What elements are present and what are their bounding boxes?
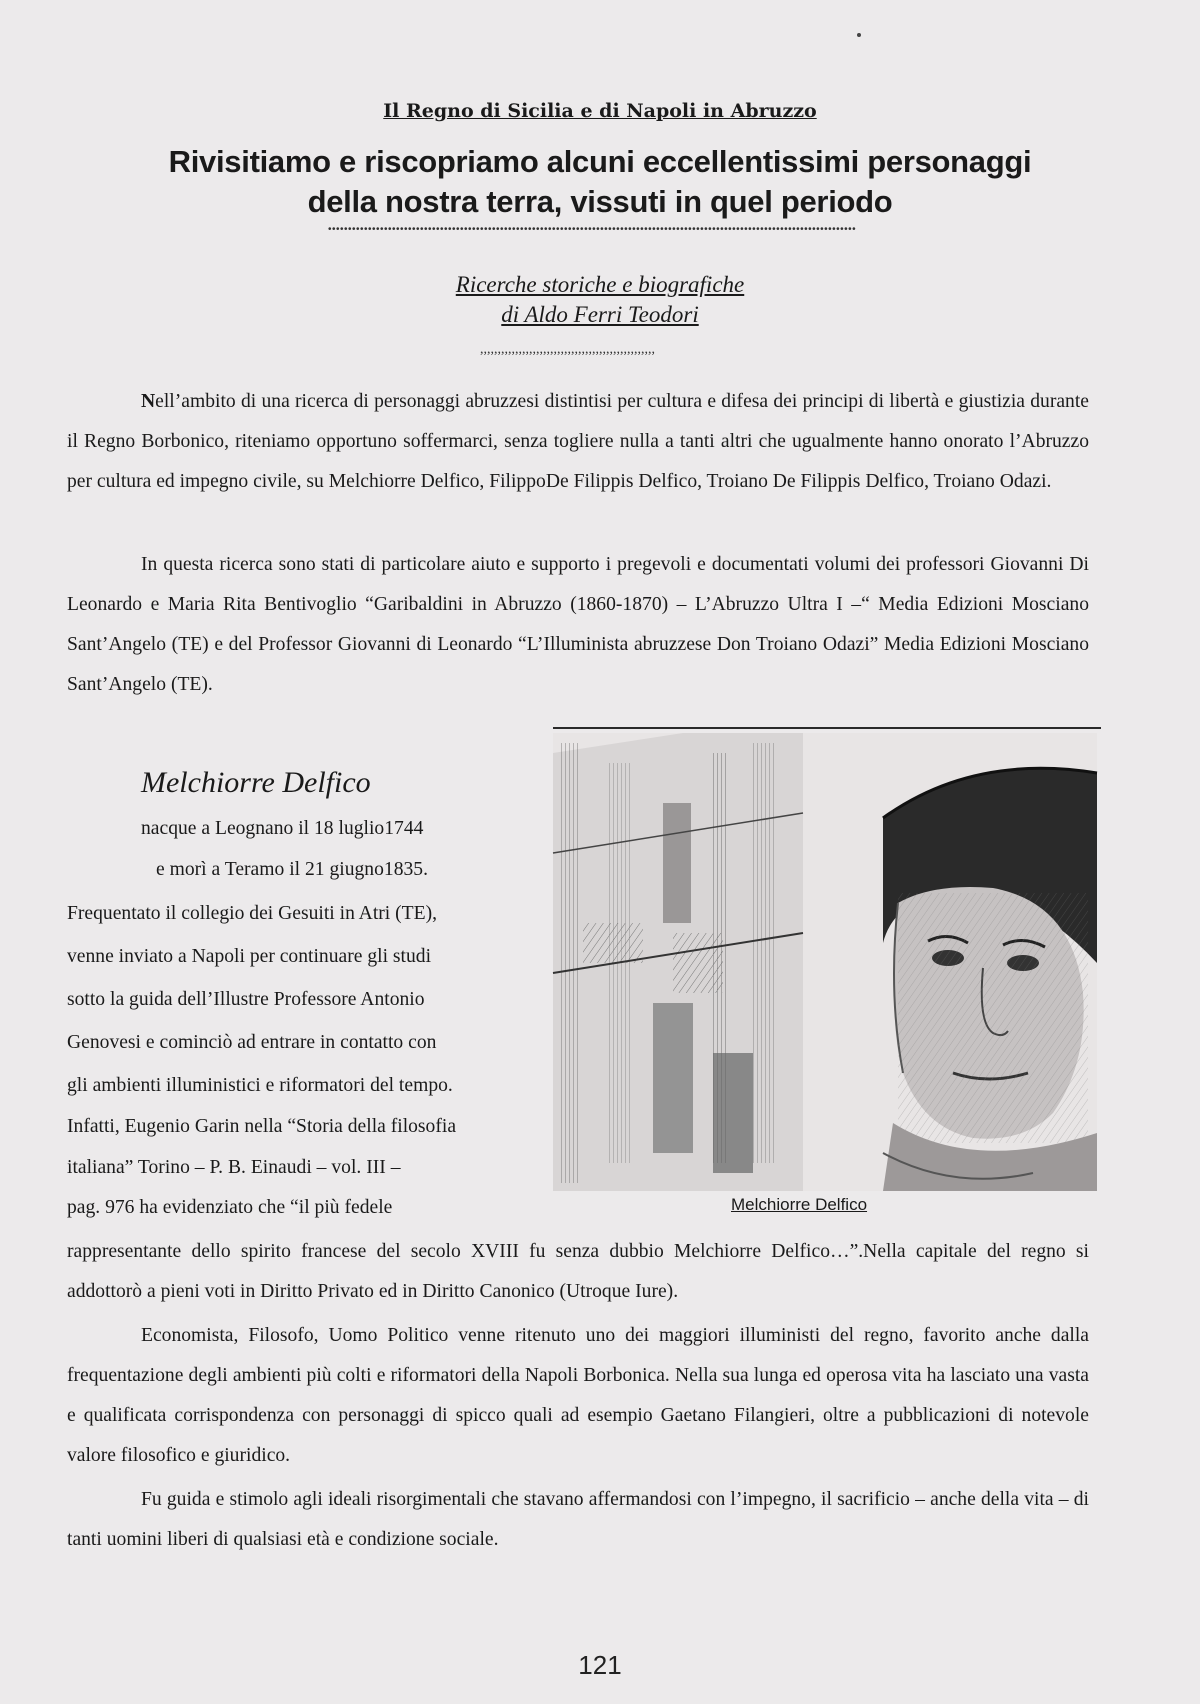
dotted-divider: ••••••••••••••••••••••••••••••••••••••••••••••••••••••••••••••••••••••••••••••••••••••••••••••••••••••••••••••••••••••••••••••••••••: [328, 224, 857, 235]
figure-top-rule: [553, 727, 1101, 729]
bio-line: nacque a Leognano il 18 luglio1744: [141, 818, 424, 839]
bio-line: e morì a Teramo il 21 giugno1835.: [156, 859, 428, 880]
bio-line: Frequentato il collegio dei Gesuiti in Atri (TE),: [67, 903, 438, 924]
bio-line: sotto la guida dell’Illustre Professore Antonio: [67, 989, 425, 1010]
paragraph-guida: Fu guida e stimolo agli ideali risorgimentali che stavano affermandosi con l’impegno, il sacrificio – anche della vita – di tanti uomini liberi di qualsiasi età e condizione sociale.: [67, 1489, 1089, 1550]
byline-subject: Ricerche storiche e biografiche: [455, 272, 745, 297]
bio-line: Infatti, Eugenio Garin nella “Storia della filosofia: [67, 1116, 457, 1137]
portrait-engraving-image: [553, 733, 1097, 1191]
byline-author: di Aldo Ferri Teodori: [501, 302, 699, 327]
speck-mark: [857, 33, 861, 37]
bio-continuation: rappresentante dello spirito francese del secolo XVIII fu senza dubbio Melchiorre Delfico…”.Nella capitale del regno si addottorò a pieni voti in Diritto Privato ed in Diritto Canonico (Utroque Iure).: [67, 1241, 1089, 1302]
page-number: 121: [578, 1650, 622, 1680]
title-line-1: Rivisitiamo e riscopriamo alcuni eccellentissimi personaggi: [168, 144, 1032, 179]
initial-letter: N: [141, 391, 156, 412]
title-line-2: della nostra terra, vissuti in quel periodo: [307, 184, 893, 219]
intro-paragraph-2: In questa ricerca sono stati di particolare aiuto e supporto i pregevoli e documentati volumi dei professori Giovanni Di Leonardo e Maria Rita Bentivoglio “Garibaldini in Abruzzo (1860-1870) – L’Abruzzo Ultra I –“ Media Edizioni Mosciano Sant’Angelo (TE) e del Professor Giovanni di Leonardo “L’Illuminista abruzzese Don Troiano Odazi” Media Edizioni Mosciano Sant’Angelo (TE).: [67, 554, 1089, 695]
section-heading: Melchiorre Delfico: [141, 766, 371, 799]
figure-caption: Melchiorre Delfico: [731, 1195, 868, 1214]
bio-line: italiana” Torino – P. B. Einaudi – vol. III –: [67, 1157, 401, 1178]
intro-paragraph-1: [67, 382, 1089, 502]
comma-divider: ,,,,,,,,,,,,,,,,,,,,,,,,,,,,,,,,,,,,,,,,,,,,,,,,,,: [480, 342, 655, 357]
bio-line: Genovesi e cominciò ad entrare in contatto con: [67, 1032, 437, 1053]
intro-paragraph-1-text: ell’ambito di una ricerca di personaggi abruzzesi distintisi per cultura e difesa dei principi di libertà e giustizia durante il Regno Borbonico, riteniamo opportuno soffermarci, senza togliere nulla a tanti altri che ugualmente hanno onorato l’Abruzzo per cultura ed impegno civile, su Melchiorre Delfico, FilippoDe Filippis Delfico, Troiano De Filippis Delfico, Troiano Odazi.: [67, 391, 1089, 492]
bio-line: venne inviato a Napoli per continuare gli studi: [67, 946, 432, 967]
section-kicker: Il Regno di Sicilia e di Napoli in Abruzzo: [383, 100, 817, 122]
portrait-engraving-icon: [553, 733, 1097, 1191]
bio-line: gli ambienti illuministici e riformatori del tempo.: [67, 1075, 453, 1096]
bio-line: pag. 976 ha evidenziato che “il più fedele: [67, 1197, 393, 1218]
page-title: [0, 142, 1200, 222]
paragraph-economista: Economista, Filosofo, Uomo Politico venne ritenuto uno dei maggiori illuministi del regno, favorito anche dalla frequentazione degli ambienti più colti e riformatori della Napoli Borbonica. Nella sua lunga ed operosa vita ha lasciato una vasta e qualificata corrispondenza con personaggi di spicco quali ad esempio Gaetano Filangieri, oltre a pubblicazioni di notevole valore filosofico e giuridico.: [67, 1325, 1089, 1466]
